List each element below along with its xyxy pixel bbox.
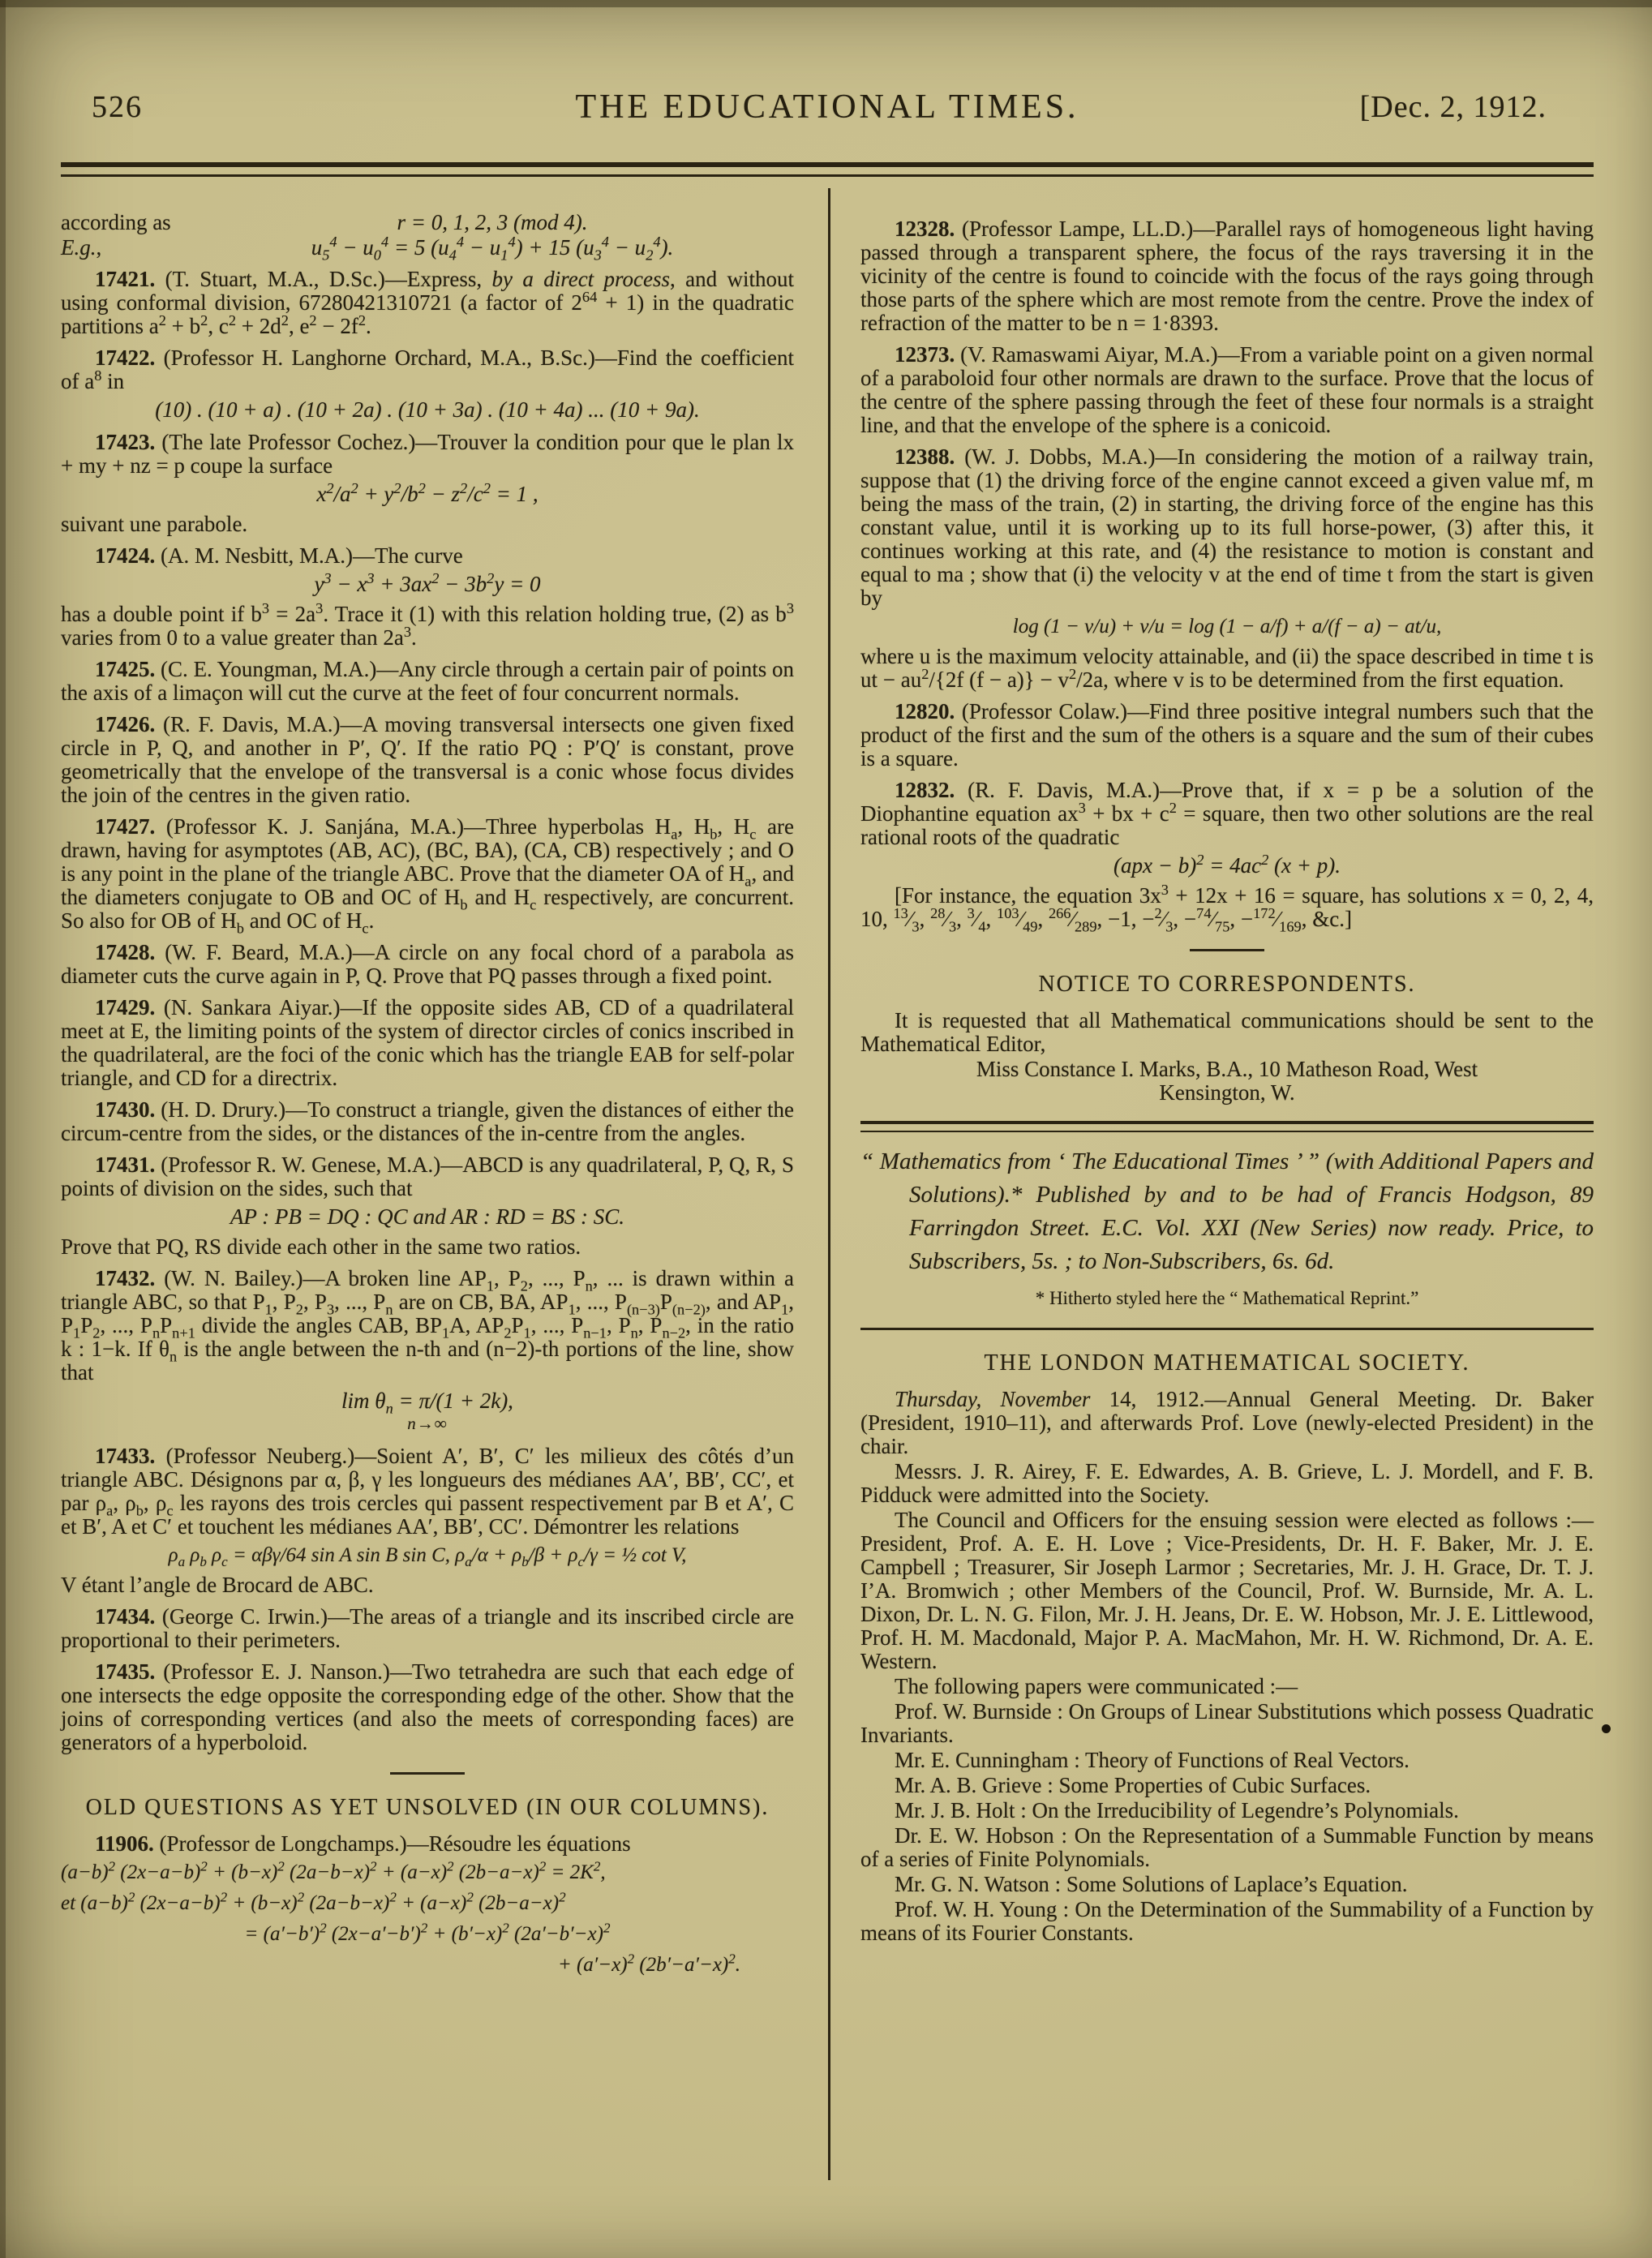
problem-17433: 17433. (Professor Neuberg.)—Soient A′, B′, C′ les milieux des côtés d’un triangle ABC. Désignons par α, β, γ les longueurs des médianes AA′, BB′, CC′, et par $\rho_a$, $\rho_b$, $\rho_c$ les rayons des trois cercles qui passent respectivement par B et A′, C et B′, A et C′ et touchent les médianes AA′, BB′, CC′. Démontrer les relations xyxy=(61,1444,794,1539)
body-paragraph: Messrs. J. R. Airey, F. E. Edwardes, A. B. Grieve, L. J. Mordell, and F. B. Pidduck were admitted into the Society. xyxy=(860,1459,1594,1507)
problem-number: 17434. xyxy=(95,1604,156,1629)
problem-number: 12820. xyxy=(895,699,955,723)
header-double-rule xyxy=(61,162,1594,177)
body-paragraph: Dr. E. W. Hobson : On the Representation of a Summable Function by means of a series of Finite Polynomials. xyxy=(860,1823,1594,1871)
ink-speck xyxy=(1602,1724,1611,1733)
display-formula xyxy=(61,1543,794,1568)
formula-line: = $(a'-b')^2$ $(2x-a'-b')^2 + (b'-x)^2$ $(2a'-b'-x)^2$ xyxy=(244,1920,611,1945)
problem-17430: 17430. (H. D. Drury.)—To construct a triangle, given the distances of either the circum-centre from the sides, or the distances of the in-centre from the angles. xyxy=(61,1097,794,1145)
problem-12820: 12820. (Professor Colaw.)—Find three positive integral numbers such that the product of the first and the sum of the others is a square and the sum of their cubes is a square. xyxy=(860,699,1594,771)
left-column xyxy=(61,209,794,2172)
problem-12388: 12388. (W. J. Dobbs, M.A.)—In considering the motion of a railway train, suppose that (1) the driving force of the engine cannot exceed a given value mf, m being the mass of the train, (2) in starting, the driving force of the engine has this constant value, until it is working up to its full horse-power, (3) after this, it continues working at this rate, and (4) the resistance to motion is constant and equal to ma ; show that (i) the velocity v at the end of time t from the start is given by xyxy=(860,444,1594,610)
problem-number: 12328. xyxy=(895,217,955,241)
inline-formula: r = 0, 1, 2, 3 (mod 4). xyxy=(397,210,588,234)
issue-date: [Dec. 2, 1912. xyxy=(1359,90,1547,124)
footnote: * Hitherto styled here the “ Mathematical Reprint.” xyxy=(1035,1288,1419,1308)
formula-line: n→∞ xyxy=(407,1414,448,1433)
intro-line xyxy=(61,234,794,264)
body-paragraph: Mr. G. N. Watson : Some Solutions of Laplace’s Equation. xyxy=(895,1872,1408,1896)
formula-line: AP : PB = DQ : QC and AR : RD = BS : SC. xyxy=(230,1204,625,1229)
problem-17427: 17427. (Professor K. J. Sanjána, M.A.)—Three hyperbolas $H_a$, $H_b$, $H_c$ are drawn, having for asymptotes (AB, AC), (BC, BA), (CA, CB) respectively ; and O is any point in the plane of the triangle ABC. Prove that the diameter OA of $H_a$, and the diameters conjugate to OB and OC of $H_b$ and $H_c$ respectively, are concurrent. So also for OB of $H_b$ and OC of $H_c$. xyxy=(61,814,795,937)
formula-line: $x^2/a^2 + y^2/b^2 - z^2/c^2 = 1$ , xyxy=(316,480,539,506)
body-paragraph: V étant l’angle de Brocard de ABC. xyxy=(61,1573,374,1597)
formula-line: et $(a-b)^2$ $(2x-a-b)^2 + (b-x)^2$ $(2a-b-x)^2 + (a-x)^2$ $(2b-a-x)^2$ xyxy=(61,1889,566,1914)
body-paragraph: has a double point if $b^3 = 2a^3$. Trace it (1) with this relation holding true, (2) as $b^3$ varies from 0 to a value greater than $2a^3$. xyxy=(61,600,794,650)
problem-number: 12388. xyxy=(895,444,955,469)
body-paragraph: Prof. W. Burnside : On Groups of Linear Substitutions which possess Quadratic Invariants. xyxy=(860,1699,1594,1747)
problem-17421: 17421. (T. Stuart, M.A., D.Sc.)—Express, by a direct process, and without using conformal division, 67280421310721 (a factor of $2^{64} + 1$) in the quadratic partitions $a^2 + b^2$, $c^2 + 2d^2$, $e^2 - 2f^2$. xyxy=(61,267,794,338)
formula-line: + $(a'-x)^2$ $(2b'-a'-x)^2$. xyxy=(557,1951,740,1976)
display-formula xyxy=(61,1952,794,1977)
right-column xyxy=(860,209,1594,2172)
page-header xyxy=(61,88,1594,141)
display-formula xyxy=(61,482,794,507)
problem-number: 17422. xyxy=(95,346,156,370)
section-heading: THE LONDON MATHEMATICAL SOCIETY. xyxy=(984,1350,1470,1376)
dash-separator xyxy=(1190,949,1264,951)
page-body xyxy=(61,209,1594,2172)
column-divider xyxy=(828,188,830,2180)
problem-17424: 17424. (A. M. Nesbitt, M.A.)—The curve xyxy=(95,543,463,568)
body-paragraph: Mr. E. Cunningham : Theory of Functions of Real Vectors. xyxy=(895,1748,1410,1772)
problem-17428: 17428. (W. F. Beard, M.A.)—A circle on any focal chord of a parabola as diameter cuts the curve again in P, Q. Prove that PQ passes through a fixed point. xyxy=(61,940,794,988)
body-paragraph: It is requested that all Mathematical communications should be sent to the Mathematical Editor, xyxy=(860,1008,1594,1056)
problem-17435: 17435. (Professor E. J. Nanson.)—Two tetrahedra are such that each edge of one intersects the edge opposite the corresponding edge of the other. Show that the joins of corresponding vertices (and also the meets of corresponding faces) are generators of a hyperboloid. xyxy=(61,1659,794,1754)
formula-line: $y^3 - x^3 + 3ax^2 - 3b^2y = 0$ xyxy=(314,570,541,596)
body-paragraph: Thursday, November 14, 1912.—Annual General Meeting. Dr. Baker (President, 1910–11), and afterwards Prof. Love (newly-elected President) in the chair. xyxy=(860,1387,1594,1458)
problem-number: 17435. xyxy=(95,1659,156,1684)
problem-number: 17433. xyxy=(95,1444,156,1468)
problem-number: 12373. xyxy=(895,342,955,367)
problem-17425: 17425. (C. E. Youngman, M.A.)—Any circle through a certain pair of points on the axis of a limaçon will cut the curve at the feet of four concurrent normals. xyxy=(61,657,794,705)
display-formula xyxy=(860,614,1594,639)
body-paragraph: Mr. J. B. Holt : On the Irreducibility of Legendre’s Polynomials. xyxy=(895,1798,1459,1822)
problem-17426: 17426. (R. F. Davis, M.A.)—A moving transversal intersects one given fixed circle in P, Q, and another in P′, Q′. If the ratio PQ : P′Q′ is constant, prove geometrically that the envelope of the transversal is a conic whose focus divides the join of the centres in the given ratio. xyxy=(61,712,794,807)
problem-17434: 17434. (George C. Irwin.)—The areas of a triangle and its inscribed circle are proportional to their perimeters. xyxy=(61,1604,794,1652)
display-formula xyxy=(61,1891,794,1916)
formula-line: $\rho_a$ $\rho_b$ $\rho_c = \alpha\beta\gamma/64$ sin A sin B sin C, $\rho_a/\alpha + \rho_b/\beta + \rho_c/\gamma$ = ½ cot V, xyxy=(168,1544,687,1569)
section-heading: NOTICE TO CORRESPONDENTS. xyxy=(1038,972,1416,997)
display-formula xyxy=(61,1204,794,1230)
problem-number: 17430. xyxy=(95,1097,156,1122)
problem-number: 17432. xyxy=(95,1266,156,1290)
intro-label: E.g., xyxy=(61,235,102,260)
address-line: Kensington, W. xyxy=(1159,1080,1295,1105)
problem-12373: 12373. (V. Ramaswami Aiyar, M.A.)—From a variable point on a given normal of a paraboloid four other normals are drawn to the surface. Prove that the locus of the centre of the sphere passing through the feet of these four normals is a straight line, and that the envelope of the sphere is a conicoid. xyxy=(860,342,1594,437)
body-paragraph: The Council and Officers for the ensuing session were elected as follows :—President, Prof. A. E. H. Love ; Vice-Presidents, Dr. H. F. Baker, Mr. J. E. Campbell ; Treasurer, Sir Joseph Larmor ; Secretaries, Mr. J. H. Grace, Dr. T. J. I’A. Bromwich ; other Members of the Council, Prof. W. Burnside, Mr. A. L. Dixon, Dr. L. N. G. Filon, Mr. J. H. Jeans, Dr. E. W. Hobson, Mr. J. E. Littlewood, Prof. H. M. Macdonald, Major P. A. MacMahon, Mr. H. W. Richmond, Dr. A. E. Western. xyxy=(860,1508,1594,1673)
formula-line: $\lim \theta_n = \pi/(1 + 2k)$, xyxy=(341,1389,513,1417)
inline-formula: $u_5^4 - u_0^4 = 5$ $(u_4^4 - u_1^4) + 15$ $(u_3^4 - u_2^4)$. xyxy=(311,234,674,264)
problem-number: 17426. xyxy=(95,712,156,736)
problem-11906: 11906. (Professor de Longchamps.)—Résoudre les équations xyxy=(95,1831,631,1856)
body-paragraph: Prove that PQ, RS divide each other in the same two ratios. xyxy=(61,1234,581,1259)
advert-paragraph: “ Mathematics from ‘ The Educational Times ’ ” (with Additional Papers and Solutions).* Published by and to be had of Francis Hodgson, 89 Farringdon Street. E.C. Vol. XXI (New Series) now ready. Price, to Subscribers, 5s. ; to Non-Subscribers, 6s. 6d. xyxy=(860,1148,1594,1274)
problem-number: 17427. xyxy=(95,814,156,839)
display-formula xyxy=(860,853,1594,878)
formula-line: (10) . (10 + a) . (10 + 2a) . (10 + 3a) . (10 + 4a) ... (10 + 9a). xyxy=(155,397,700,422)
body-paragraph: [For instance, the equation $3x^3 + 12x + 16$ = square, has solutions x = 0, 2, 4, 10, $^{13}⁄_3$, $^{28}⁄_3$, $^3⁄_4$, $^{103}⁄_{49}$, $^{266}⁄_{289}$, −1, $-^2⁄_3$, $-^{74}⁄_{75}$, $-^{172}⁄_{169}$, &c.] xyxy=(860,882,1594,935)
formula-line: $(apx - b)^2 = 4ac^2$ (x + p). xyxy=(1113,852,1341,878)
problem-number: 12832. xyxy=(895,778,955,802)
page-number: 526 xyxy=(92,90,143,124)
body-paragraph: where u is the maximum velocity attainable, and (ii) the space described in time t is ut − $au^2/\{2f$ $(f - a)\} - v^2/2a$, where v is to be determined from the first equation. xyxy=(860,644,1594,692)
intro-line xyxy=(61,211,794,234)
problem-number: 11906. xyxy=(95,1831,154,1856)
problem-number: 17421. xyxy=(95,267,156,291)
problem-number: 17425. xyxy=(95,657,156,681)
body-paragraph: Prof. W. H. Young : On the Determination of the Summability of a Function by means of its Fourier Constants. xyxy=(860,1897,1594,1945)
display-formula xyxy=(61,572,794,597)
address-line: Miss Constance I. Marks, B.A., 10 Matheson Road, West xyxy=(976,1057,1478,1081)
problem-17423: 17423. (The late Professor Cochez.)—Trouver la condition pour que le plan lx + my + nz = p coupe la surface xyxy=(61,430,794,478)
problem-17432: 17432. (W. N. Bailey.)—A broken line $AP_1$, $P_2$, ..., $P_n$, ... is drawn within a triangle ABC, so that $P_1$, $P_2$, $P_3$, ..., $P_n$ are on CB, BA, $AP_1$, ..., $P_{(n-3)}P_{(n-2)}$, and $AP_1$, $P_1P_2$, ..., $P_nP_{n+1}$ divide the angles CAB, $BP_1A$, $AP_2P_1$, ..., $P_{n-1}$, $P_n$, $P_{n-2}$, in the ratio k : 1−k. If $\theta_n$ is the angle between the n-th and (n−2)-th portions of the line, show that xyxy=(61,1266,794,1384)
problem-number: 17431. xyxy=(95,1153,156,1177)
journal-title: THE EDUCATIONAL TIMES. xyxy=(575,88,1079,126)
problem-12832: 12832. (R. F. Davis, M.A.)—Prove that, if x = p be a solution of the Diophantine equation $ax^3$ + bx + $c^2$ = square, then two other solutions are the real rational roots of the quadratic xyxy=(860,778,1594,849)
single-rule xyxy=(860,1328,1594,1330)
display-formula xyxy=(61,397,794,423)
formula-line: $(a-b)^2$ $(2x-a-b)^2 + (b-x)^2$ $(2a-b-x)^2 + (a-x)^2$ $(2b-a-x)^2 = 2K^2$, xyxy=(61,1858,606,1883)
display-formula xyxy=(61,1389,794,1436)
problem-12328: 12328. (Professor Lampe, LL.D.)—Parallel rays of homogeneous light having passed through a transparent sphere, the focus of the rays traversing it in the vicinity of the centre is found to coincide with the focus of the rays going through those parts of the sphere which are most remote from the centre. Prove the index of refraction of the matter to be n = 1·8393. xyxy=(860,217,1594,335)
double-rule xyxy=(860,1121,1594,1132)
display-formula xyxy=(61,1921,794,1947)
problem-17431: 17431. (Professor R. W. Genese, M.A.)—ABCD is any quadrilateral, P, Q, R, S points of division on the sides, such that xyxy=(61,1153,794,1200)
problem-number: 17428. xyxy=(95,940,156,964)
body-paragraph: Mr. A. B. Grieve : Some Properties of Cubic Surfaces. xyxy=(895,1773,1371,1797)
dash-separator xyxy=(390,1772,465,1775)
body-paragraph: suivant une parabole. xyxy=(61,512,248,536)
formula-line: log (1 − v/u) + v/u = log (1 − a/f) + a/(f − a) − at/u, xyxy=(1012,616,1442,637)
problem-17429: 17429. (N. Sankara Aiyar.)—If the opposite sides AB, CD of a quadrilateral meet at E, the limiting points of the system of director circles of conics inscribed in the quadrilateral, are the foci of the conic which has the triangle EAB for self-polar triangle, and CD for a directrix. xyxy=(61,995,794,1090)
problem-number: 17424. xyxy=(95,543,156,568)
intro-label: according as xyxy=(61,210,171,234)
problem-17422: 17422. (Professor H. Langhorne Orchard, M.A., B.Sc.)—Find the coefficient of $a^8$ in xyxy=(61,346,794,393)
section-heading: OLD QUESTIONS AS YET UNSOLVED (IN OUR COLUMNS). xyxy=(85,1795,770,1820)
problem-number: 17423. xyxy=(95,430,156,454)
body-paragraph: The following papers were communicated :— xyxy=(895,1674,1298,1698)
problem-number: 17429. xyxy=(95,995,156,1020)
display-formula xyxy=(61,1860,794,1885)
